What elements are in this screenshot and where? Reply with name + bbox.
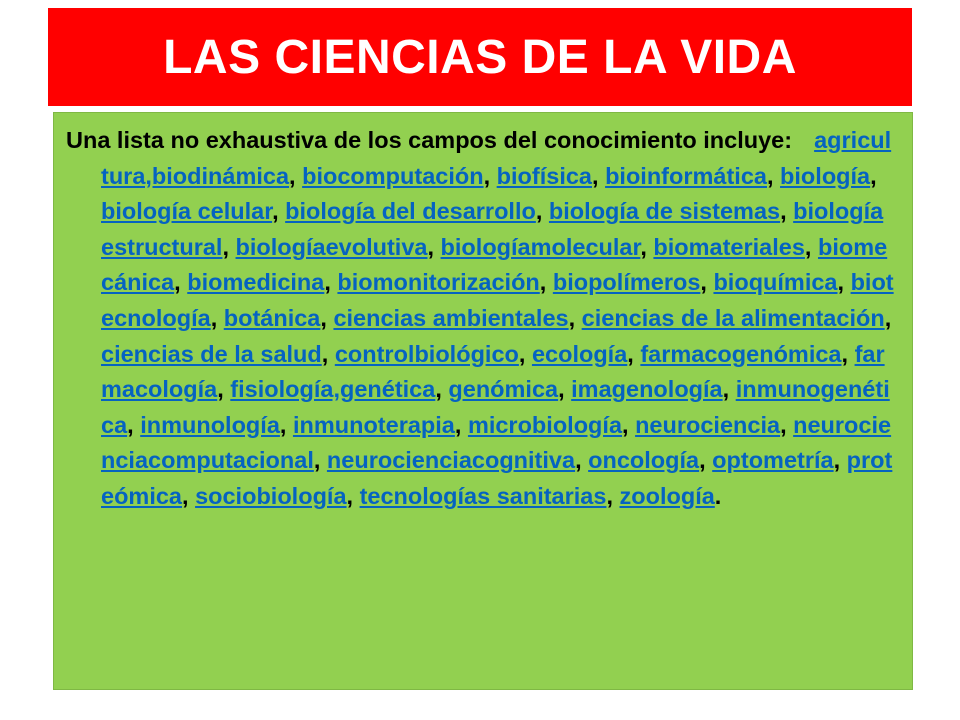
list-separator: , bbox=[321, 340, 335, 367]
field-link[interactable]: biología bbox=[780, 162, 871, 189]
list-separator: , bbox=[182, 482, 196, 509]
list-separator: , bbox=[272, 198, 286, 225]
list-separator: , bbox=[427, 233, 441, 260]
field-link[interactable]: agricultura,biodinámica bbox=[101, 127, 892, 189]
content-panel bbox=[53, 112, 913, 690]
list-separator: , bbox=[606, 482, 620, 509]
list-separator: , bbox=[127, 411, 141, 438]
list-separator: , bbox=[780, 411, 794, 438]
field-link[interactable]: proteómica bbox=[101, 447, 893, 509]
list-separator: , bbox=[558, 376, 572, 403]
slide-title: LAS CIENCIAS DE LA VIDA bbox=[163, 30, 797, 84]
field-link[interactable]: inmunología bbox=[140, 411, 280, 438]
field-link[interactable]: biopolímeros bbox=[552, 269, 701, 296]
intro-text: Una lista no exhaustiva de los campos del conocimiento incluye: bbox=[66, 127, 793, 153]
list-separator: , bbox=[833, 447, 847, 474]
field-link[interactable]: oncología bbox=[588, 447, 700, 474]
field-link[interactable]: optometría bbox=[712, 447, 834, 474]
list-separator: , bbox=[454, 411, 468, 438]
field-link[interactable]: tecnologías sanitarias bbox=[359, 482, 607, 509]
field-link[interactable]: biomateriales bbox=[653, 233, 805, 260]
list-separator: , bbox=[324, 269, 338, 296]
list-separator: , bbox=[804, 233, 818, 260]
list-separator: , bbox=[640, 233, 654, 260]
field-link[interactable]: inmunogenética bbox=[101, 376, 890, 438]
list-separator: , bbox=[320, 304, 334, 331]
fields-list-paragraph bbox=[66, 123, 894, 515]
list-separator: , bbox=[313, 447, 327, 474]
list-separator: , bbox=[780, 198, 794, 225]
list-terminator: . bbox=[714, 482, 722, 509]
field-link[interactable]: biología del desarrollo bbox=[285, 198, 536, 225]
field-link[interactable]: biologíamolecular bbox=[440, 233, 641, 260]
field-link[interactable]: biomedicina bbox=[187, 269, 325, 296]
list-separator: , bbox=[766, 162, 781, 189]
list-separator: , bbox=[722, 376, 736, 403]
list-separator: , bbox=[174, 269, 188, 296]
list-separator: , bbox=[627, 340, 641, 367]
list-separator: , bbox=[289, 162, 303, 189]
field-link[interactable]: biofísica bbox=[496, 162, 592, 189]
field-link[interactable]: fisiología,genética bbox=[230, 376, 436, 403]
field-link[interactable]: neurocienciacomputacional bbox=[101, 411, 892, 474]
list-separator: , bbox=[841, 340, 855, 367]
field-link[interactable]: farmacogenómica bbox=[640, 340, 842, 367]
list-separator: , bbox=[210, 304, 224, 331]
field-link[interactable]: ciencias de la alimentación bbox=[581, 304, 885, 331]
field-link[interactable]: genómica bbox=[448, 376, 559, 403]
list-separator: , bbox=[568, 304, 582, 331]
field-link[interactable]: neurociencia bbox=[635, 411, 781, 438]
field-link[interactable]: ecología bbox=[531, 340, 628, 367]
list-separator: , bbox=[699, 447, 713, 474]
field-link[interactable]: biomecánica bbox=[101, 233, 888, 296]
list-separator: , bbox=[222, 233, 236, 260]
list-separator: , bbox=[535, 198, 549, 225]
field-link[interactable]: inmunoterapia bbox=[292, 411, 455, 438]
list-separator: , bbox=[483, 162, 497, 189]
field-link[interactable]: biologíaevolutiva bbox=[235, 233, 428, 260]
list-separator: , bbox=[435, 376, 449, 403]
field-link[interactable]: bioquímica bbox=[713, 269, 838, 296]
list-separator: , bbox=[592, 162, 606, 189]
list-separator: , bbox=[700, 269, 714, 296]
field-link[interactable]: imagenología bbox=[571, 376, 723, 403]
list-separator: , bbox=[539, 269, 553, 296]
field-link[interactable]: botánica bbox=[223, 304, 321, 331]
field-link[interactable]: zoología bbox=[619, 482, 715, 509]
list-separator: , bbox=[884, 304, 892, 331]
field-link[interactable]: bioinformática bbox=[605, 162, 767, 189]
title-banner bbox=[48, 8, 912, 106]
field-link[interactable]: biología estructural bbox=[101, 198, 884, 260]
field-link[interactable]: biología celular bbox=[101, 198, 273, 225]
field-link[interactable]: ciencias ambientales bbox=[333, 304, 569, 331]
field-link[interactable]: biomonitorización bbox=[337, 269, 540, 296]
list-separator: , bbox=[279, 411, 293, 438]
field-link[interactable]: ciencias de la salud bbox=[101, 340, 322, 367]
list-separator: , bbox=[837, 269, 851, 296]
list-separator: , bbox=[346, 482, 360, 509]
list-separator: , bbox=[518, 340, 532, 367]
field-link[interactable]: biología de sistemas bbox=[548, 198, 781, 225]
list-separator: , bbox=[217, 376, 231, 403]
field-link[interactable]: sociobiología bbox=[195, 482, 347, 509]
field-link[interactable]: biotecnología bbox=[101, 269, 894, 331]
field-link[interactable]: neurocienciacognitiva bbox=[326, 447, 576, 474]
field-link[interactable]: farmacología bbox=[101, 340, 885, 403]
field-link[interactable]: controlbiológico bbox=[334, 340, 519, 367]
field-link[interactable]: biocomputación bbox=[302, 162, 484, 189]
list-separator: , bbox=[575, 447, 589, 474]
field-link[interactable]: microbiología bbox=[467, 411, 623, 438]
list-separator: , bbox=[870, 162, 877, 189]
list-separator: , bbox=[622, 411, 636, 438]
